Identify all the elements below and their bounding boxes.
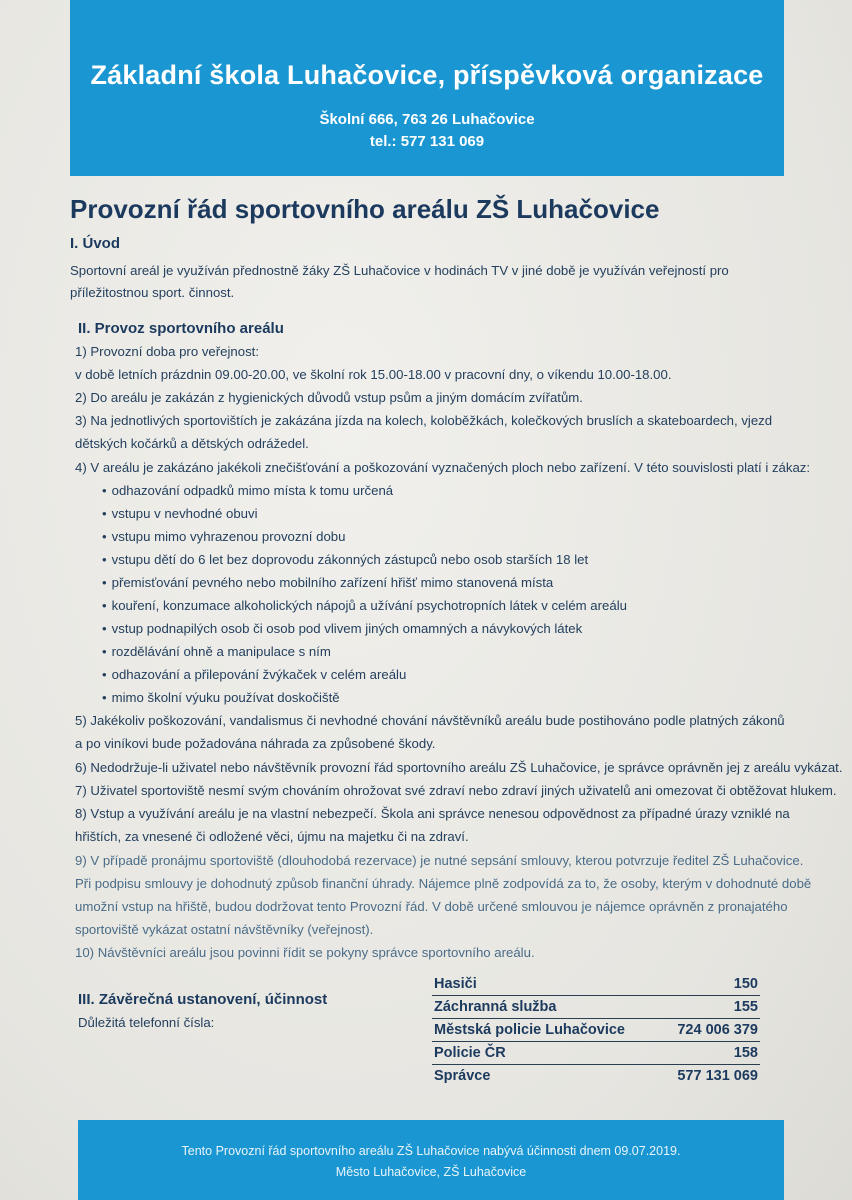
bullet-item — [102, 484, 393, 497]
bullet-text: přemisťování pevného nebo mobilního zařízení hřišť mimo stanovená místa — [111, 575, 554, 590]
bullet-item — [102, 599, 627, 612]
contact-row — [432, 1019, 760, 1042]
bullet-item — [102, 530, 345, 543]
bullet-text: vstupu v nevhodné obuvi — [111, 506, 258, 521]
section-1-line: Sportovní areál je využíván přednostně žáky ZŠ Luhačovice v hodinách TV v jiné době je využíván veřejností pro — [70, 263, 729, 278]
contact-row — [432, 973, 760, 996]
rule-10-line: 10) Návštěvníci areálu jsou povinni řídit se pokyny správce sportovního areálu. — [75, 945, 535, 960]
rule-5-line: a po viníkovi bude požadována náhrada za způsobené škody. — [75, 736, 436, 751]
rule-6-line: 6) Nedodržuje-li uživatel nebo návštěvník provozní řád sportovního areálu ZŠ Luhačovice, je správce oprávněn jej z areálu vykázat. — [75, 760, 843, 775]
bullet-item — [102, 622, 582, 635]
bullet-text: kouření, konzumace alkoholických nápojů a užívání psychotropních látek v celém areálu — [111, 598, 627, 613]
bullet-item — [102, 691, 340, 704]
effective-date-note: Tento Provozní řád sportovního areálu ZŠ Luhačovice nabývá účinnosti dnem 09.07.2019. — [181, 1144, 681, 1158]
rule-3-line: dětských kočárků a dětských odrážedel. — [75, 436, 309, 451]
rule-1-line: 1) Provozní doba pro veřejnost: — [75, 344, 259, 359]
bullet-text: rozdělávání ohně a manipulace s ním — [111, 644, 331, 659]
rule-5-line: 5) Jakékoliv poškozování, vandalismus či nevhodné chování návštěvníků areálu bude postihováno podle platných zákonů — [75, 713, 785, 728]
contact-number: 577 131 069 — [677, 1068, 758, 1084]
section-1-line: příležitostnou sport. činnost. — [70, 285, 235, 300]
bullet-icon: • — [102, 598, 107, 613]
contact-number: 155 — [733, 999, 758, 1015]
bullet-item — [102, 553, 588, 566]
rule-9-line: umožní vstup na hřiště, budou dodržovat tento Provozní řád. V době určené smlouvou je nájemce oprávněn z pronajatého — [75, 899, 788, 914]
bullet-text: vstupu mimo vyhrazenou provozní dobu — [111, 529, 346, 544]
section-2-heading: II. Provoz sportovního areálu — [78, 320, 284, 337]
bullet-icon: • — [102, 483, 107, 498]
bullet-item — [102, 507, 258, 520]
bullet-text: mimo školní výuku používat doskočiště — [111, 690, 340, 705]
rule-3-line: 3) Na jednotlivých sportovištích je zakázána jízda na kolech, koloběžkách, kolečkových bruslích a skateboardech, vjezd — [75, 413, 773, 428]
bullet-text: vstup podnapilých osob či osob pod vlivem jiných omamných a návykových látek — [111, 621, 583, 636]
bullet-item — [102, 576, 553, 589]
rule-4-line: 4) V areálu je zakázáno jakékoli znečišťování a poškozování vyznačených ploch nebo zařízení. V této souvislosti platí i zákaz: — [75, 460, 811, 475]
bullet-icon: • — [102, 667, 107, 682]
header-band — [70, 0, 784, 176]
rule-7-line: 7) Uživatel sportoviště nesmí svým chováním ohrožovat své zdraví nebo zdraví jiných uživatelů ani omezovat či obtěžovat hlukem. — [75, 783, 837, 798]
rule-9-line: sportoviště vykázat ostatní návštěvníky (veřejnost). — [75, 922, 374, 937]
contact-row — [432, 996, 760, 1019]
footer-band — [78, 1120, 784, 1200]
phone-contacts-table — [432, 973, 760, 1087]
page-title: Provozní řád sportovního areálu ZŠ Luhačovice — [70, 194, 660, 224]
contact-number: 158 — [733, 1045, 758, 1061]
bullet-text: odhazování a přilepování žvýkaček v celém areálu — [111, 667, 407, 682]
rule-8-line: hřištích, za vnesené či odložené věci, újmu na majetku či na zdraví. — [75, 829, 469, 844]
issuer-note: Město Luhačovice, ZŠ Luhačovice — [335, 1165, 527, 1179]
organization-phone: tel.: 577 131 069 — [369, 133, 485, 150]
organization-address: Školní 666, 763 26 Luhačovice — [319, 111, 535, 128]
rule-8-line: 8) Vstup a využívání areálu je na vlastní nebezpečí. Škola ani správce nenesou odpovědnost za případné úrazy vzniklé na — [75, 806, 790, 821]
phone-numbers-label: Důležitá telefonní čísla: — [78, 1015, 215, 1030]
contact-row — [432, 1042, 760, 1065]
bullet-text: odhazování odpadků mimo místa k tomu určená — [111, 483, 394, 498]
organization-name: Základní škola Luhačovice, příspěvková organizace — [90, 60, 764, 90]
bullet-item — [102, 645, 331, 658]
bullet-icon: • — [102, 552, 107, 567]
bullet-icon: • — [102, 529, 107, 544]
section-3-heading: III. Závěrečná ustanovení, účinnost — [78, 991, 328, 1008]
bullet-item — [102, 668, 406, 681]
bullet-icon: • — [102, 575, 107, 590]
rule-2-line: 2) Do areálu je zakázán z hygienických důvodů vstup psům a jiným domácím zvířatům. — [75, 390, 583, 405]
bullet-text: vstupu dětí do 6 let bez doprovodu zákonných zástupců nebo osob starších 18 let — [111, 552, 589, 567]
section-1-heading: I. Úvod — [70, 235, 121, 252]
rule-9-line: 9) V případě pronájmu sportoviště (dlouhodobá rezervace) je nutné sepsání smlouvy, kterou potvrzuje ředitel ZŠ Luhačovice. — [75, 853, 804, 868]
contact-name: Hasiči — [434, 976, 477, 992]
contact-name: Městská policie Luhačovice — [434, 1022, 625, 1038]
bullet-icon: • — [102, 506, 107, 521]
bullet-icon: • — [102, 621, 107, 636]
contact-name: Správce — [434, 1068, 491, 1084]
bullet-icon: • — [102, 644, 107, 659]
contact-row — [432, 1065, 760, 1087]
bullet-icon: • — [102, 690, 107, 705]
contact-number: 150 — [733, 976, 758, 992]
contact-name: Záchranná služba — [434, 999, 557, 1015]
contact-number: 724 006 379 — [677, 1022, 758, 1038]
rule-9-line: Při podpisu smlouvy je dohodnutý způsob finanční úhrady. Nájemce plně zodpovídá za to, že osoby, kterým v dohodnuté době — [75, 876, 812, 891]
rule-1-line: v době letních prázdnin 09.00-20.00, ve školní rok 15.00-18.00 v pracovní dny, o víkendu 10.00-18.00. — [75, 367, 672, 382]
contact-name: Policie ČR — [434, 1045, 506, 1061]
